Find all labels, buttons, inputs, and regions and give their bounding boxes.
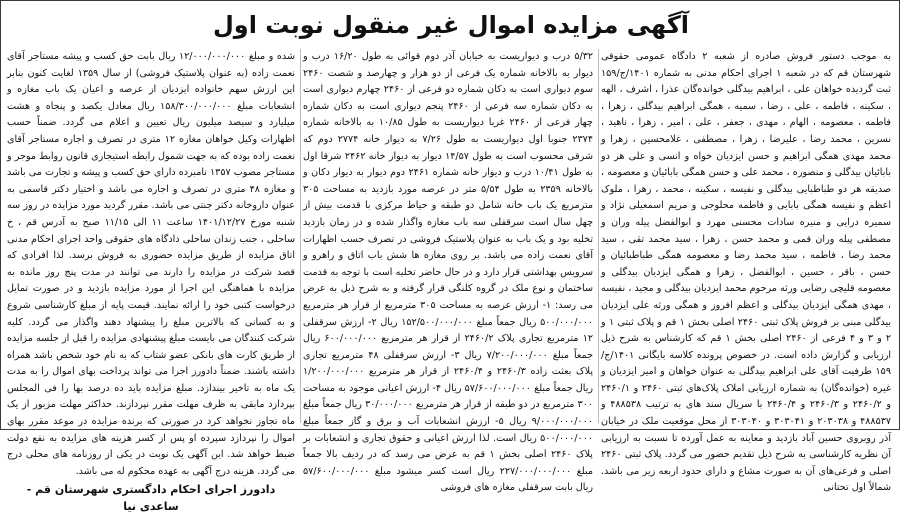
column-right-text: به موجب دستور فروش صادره از شعبه ۲ دادگاه عمومی حقوقی شهرستان قم که در شعبه ۱ اجرای احکام مدنی به شماره ۱۴۰۱/ج/۱۵۹ ثبت گردیده خواهان علی ، ابراهیم بیدگلی خوانده‌گان عذرا ، اشرف ، الهه ، سکینه ، فاطمه ، علی ، رضا ، سمیه ، همگی ابراهیم بیدگلی ، زهرا ، فاطمه ، معصومه ، الهام ، مهدی ، جعفر ، علی ، امیر ، زهرا ، ناهید ، نسرین ، محمد رضا ، علیرضا ، زهرا ، مصطفی ، غلامحسین ، زهرا و محمد مهدی همگی ابراهیم و حسن ایزدیان خواه و انسی و علی هر دو بابائیان بیدگلی و منصوره ، محمد علی و حسن همگی بابائیان و معصومه ، صدیقه هر دو طباطبایی بیدگلی و نفیسه ، سکینه ، محمد ، زهرا ، ملوک اعظم و نفیسه همگی بابایی و فاطمه محلوجی و مریم اسمعیلی نژاد و سمیره درایی و منیره سادات محسنی مهرد و ابوالفضل پیله وران و مصطفی پیله وران قمی و محمد حسن ، زهرا ، سید محمد تقی ، سید محمد رضا ، فاطمه ، سید محمد رضا و معصومه همگی طباطبائیان و حسن ، باقر ، حسین ، ابوالفضل ، زهرا و همگی ایزدیان بیدگلی و معصومه قلیچی رضایی ورثه مرحوم محمد ایزدیان بیدگلی و مجید ، نفیسه ، مهدی همگی ایزدیان بیدگلی و اعظم افروز و همگی ورثه علی ایزدیان بیدگلی مبنی بر فروش پلاک ثبتی ۲۴۶۰ اصلی بخش ۱ قم و پلاک ثبتی ۱ و ۲ و ۳ و ۴ فرعی از ۲۴۶۰ اصلی بخش ۱ قم که کارشناس به شرح ذیل ارزیابی و گزارش داده است. در خصوص پرونده کلاسه بایگانی ۱۴۰۱/ج/۱۵۹ طرفیت آقای علی ابراهیم بیدگلی به عنوان خواهان و امیر ایزدیان و غیره (خوانده‌گان) به شماره ارزیابی املاک پلاک‌های ثبتی ۲۴۶۰ و ۲۴۶۰/۱ و ۲۴۶۰/۲ و ۲۴۶۰/۳ و ۲۴۶۰/۴ با سریال سند های به ترتیب ۴۸۸۵۳۸ و ۴۸۸۵۳۷ و ۲۰۳۰۳۸ و ۳۰۳۰۴۱ و ۳۰۳۰۴۰ از محل موقعیت ملک در خیابان آذر روبروی حسین آباد بازدید و معاینه به عمل آورده تا نسبت به ارزیابی آن نظریه کارشناسی به شرح ذیل تقدیم حضور می گردد. پلاک ثبتی ۲۴۶۰ اصلی و فرعی‌های آن به صورت مشاع و دارای حدود اربعه زیر می باشد. شمالاً اول تحتانی [601, 51, 892, 494]
notice-column-right [601, 49, 892, 494]
signature-line: دادورز اجرای احکام دادگستری شهرستان قم - ساعدی نیا [26, 483, 276, 514]
column-divider [300, 49, 301, 423]
column-middle-text: ۵/۳۲ درب و دیواریست به خیابان آذر دوم قوائی به طول ۱۶/۲۰ درب و دیوار به بالاخانه شماره یک فرعی از دو هزار و چهارصد و شصت ۲۴۶۰ سوم دیواری است به دکان شماره دو فرعی از ۲۴۶۰ چهارم دیواری است به دکان شماره سه فرعی از ۲۴۶۰ پنجم دیواری است به دکان شماره چهار فرعی از ۲۴۶۰ غربا دیواریست به طول ۱۰/۸۵ به بالاخانه شماره ۲۳۷۴ جنوبا اول دیواریست به طول ۷/۲۶ به دیوار خانه ۲۷۷۴ دوم که شرقی محسوب است به طول ۱۴/۵۷ دیوار به دیوار خانه ۲۴۶۲ شرقا اول به طول ۱۰/۴۱ درب و دیوار خانه شماره ۲۴۶۱ دوم دیوار به دیوار دکان و بالاخانه ۲۳۵۹ به طول ۵/۵۴ متر در عرصه مورد بازدید به مساحت ۳۰۵ مترمربع یک باب خانه شامل دو طبقه و حیاط مرکزی با قدمت بیش از چهل سال است سرقفلی سه باب مغازه واگذار شده و در زمان بازدید تخلیه بود و یک باب به عنوان پلاستیک فروشی در تصرف حسب اظهارات آقای نعمت زاده می باشد. بر روی مغازه ها شش باب اتاق و راهرو و سرویس بهداشتی قرار دارد و در حال حاضر تخلیه است با توجه به قدمت ساختمان و نوع ملک در گروه کلنگی قرار گرفته و به شرح ذیل به عرض می رسد: ۱- ارزش عرصه به مساحت ۳۰۵ مترمربع از قرار هر مترمربع ۵۰۰/۰۰۰/۰۰۰ ریال جمعاً مبلغ ۱۵۲/۵۰۰/۰۰۰/۰۰۰ ریال ۲- ارزش سرقفلی ۱۲ مترمربع تجاری پلاک ۲۴۶۰/۲ از قرار هر مترمربع ۶۰۰/۰۰۰/۰۰۰ ریال جمعاً مبلغ ۷/۲۰۰/۰۰۰/۰۰۰ ریال ۳- ارزش سرقفلی ۴۸ مترمربع تجاری پلاک بعثت زاده ۲۴۶۰/۳ و ۲۴۶۰/۴ از قرار هر مترمربع ۱/۲۰۰/۰۰۰/۰۰۰ ریال جمعاً مبلغ ۵۷/۶۰۰/۰۰۰/۰۰۰ ریال ۴- ارزش اعیانی موجود به مساحت ۳۰۰ مترمربع در دو طبقه از قرار هر مترمربع ۳۰/۰۰۰/۰۰۰ ریال جمعاً مبلغ ۹/۰۰۰/۰۰۰/۰۰۰ ریال ۵- ارزش انشعابات آب و برق و گاز جمعاً مبلغ ۵۰۰/۰۰۰/۰۰۰ ریال است. لذا ارزش اعیانی و حقوق تجاری و انشعابات بر پلاک ۲۴۶۰ اصلی بخش ۱ قم به عرض می رسد که در ردیف بالا جمعاً مبلغ ۲۲۷/۰۰۰/۰۰۰/۰۰۰ ریال است کسر میشود مبلغ ۵۷/۶۰۰/۰۰۰/۰۰۰ ریال بابت سرقفلی مغازه های فروشی [303, 51, 594, 494]
notice-title: آگهی مزایده اموال غیر منقول نوبت اول [212, 11, 690, 39]
notice-column-middle [303, 49, 594, 494]
notice-column-left [7, 49, 295, 514]
column-divider [598, 49, 599, 423]
column-left-text: شده و مبلغ ۱۲/۰۰۰/۰۰۰/۰۰۰ ریال بابت حق کسب و پیشه مستاجر آقای نعمت زاده (به عنوان پلاستیک فروشی) از سال ۱۳۵۹ لغایت کنون بنابر این ارزش سهم خانواده ایزدیان از عرصه و اعیان یک باب مغازه و انشعابات مبلغ ۱۵۸/۳۰۰/۰۰۰/۰۰۰ ریال معادل یکصد و پنجاه و هشت میلیارد و سیصد میلیون ریال تعیین و اعلام می گردد. ضمناً حسب اظهارات وکیل خواهان مغازه ۱۲ متری در تصرف و اجاره مستاجر آقای نعمت زاده بوده که به جهت شمول رابطه استیجاری قانون روابط موجر و مستاجر مصوب ۱۳۵۷ نامبرده دارای حق کسب و پیشه و تجارت می باشد و مغازه ۴۸ متری در تصرف و اجاره می باشد و اختیار دکتر قاسمی به عنوان داروخانه دکتر جنتی می باشد. مقرر گردید مورد مزایده در روز سه شنبه مورخ ۱۴۰۱/۱۲/۲۷ ساعت ۱۱ الی ۱۱/۱۵ صبح به آدرس قم ، خ ساحلی ، جنب زندان ساحلی دادگاه های حقوقی واحد اجرای احکام مدنی اتاق مزایده از طریق مزایده حضوری به فروش برسد. لذا افرادی که قصد شرکت در مزایده را دارند می توانند در مدت پنج روز مانده به مزایده با هماهنگی این اجرا از مورد مزایده بازدید و در صورت تمایل درخواست کتبی خود را ارائه نمایند. قیمت پایه از مبلغ کارشناسی شروع و به کسانی که بالاترین مبلغ را پیشنهاد دهند واگذار می گردد. کلیه شرکت کنندگان می بایست مبلغ پیشنهادی مزایده را قبل از جلسه مزایده از طریق کارت های بانکی عضو شتاب که به نام خود شخص باشد همراه داشته باشند. ضمناً دادورز اجرا می تواند پرداخت بهای اموال را به مدت یک ماه به تاخیر بیندازد. مبلغ مزایده باید ده درصد بها را فی المجلس بپردازد مابقی به ظرف مهلت مقرر نپردازند. حداکثر مهلت مزبور از یک ماه تجاوز نخواهد کرد در صورتی که برنده مزایده در موعد مقرر بهای اموال را نپردازد سپرده او پس از کسر هزینه های مزایده به نفع دولت ضبط خواهد شد. این آگهی یک نوبت در یکی از روزنامه های محلی درج می گردد. هزینه درج آگهی به عهده محکوم له می باشد. [7, 51, 295, 477]
